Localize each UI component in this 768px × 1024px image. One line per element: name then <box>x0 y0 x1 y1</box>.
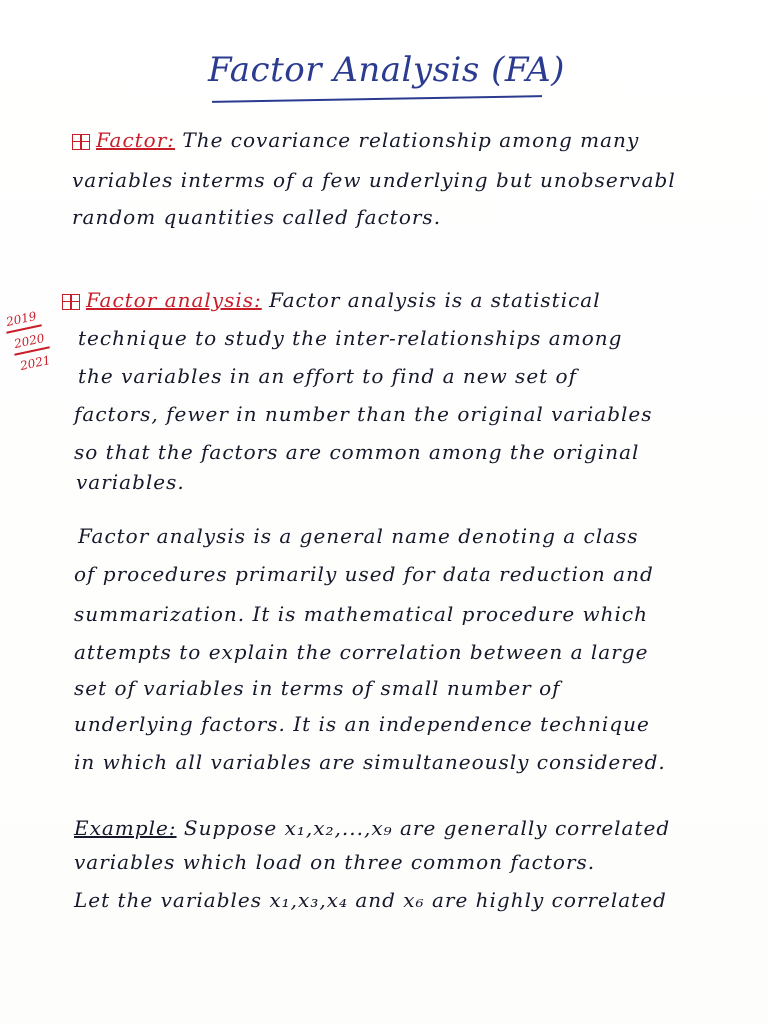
factor-text-line-1: The covariance relationship among many <box>182 128 640 152</box>
fa-text-line-3: the variables in an effort to find a new set of <box>78 364 577 388</box>
example-line-1 <box>74 816 670 840</box>
para-line-6: underlying factors. It is an independence technique <box>74 712 650 736</box>
example-text-2: variables which load on three common factors. <box>74 850 596 874</box>
para-line-2: of procedures primarily used for data reduction and <box>74 562 654 586</box>
year-note-2: 2020 <box>12 330 46 352</box>
fa-text-line-4: factors, fewer in number than the original variables <box>74 402 653 426</box>
bullet-box-icon <box>62 294 80 310</box>
fa-text-line-6: variables. <box>76 470 185 494</box>
factor-label: Factor: <box>96 128 176 152</box>
fa-text-line-5: so that the factors are common among the original <box>74 440 640 464</box>
fa-text-line-1: Factor analysis is a statistical <box>269 288 601 312</box>
example-text-1: Suppose x₁,x₂,...,x₉ are generally correlated <box>183 816 671 840</box>
para-line-4: attempts to explain the correlation between a large <box>74 640 649 664</box>
year-note-3: 2021 <box>18 352 52 374</box>
factor-text-line-3: random quantities called factors. <box>72 205 442 229</box>
year-note-1: 2019 <box>4 308 38 330</box>
para-line-1: Factor analysis is a general name denoting a class <box>78 524 639 548</box>
para-line-7: in which all variables are simultaneously considered. <box>74 750 666 774</box>
fa-text-line-2: technique to study the inter-relationships among <box>78 326 623 350</box>
example-text-3: Let the variables x₁,x₃,x₄ and x₆ are highly correlated <box>74 888 667 912</box>
para-line-5: set of variables in terms of small number of <box>74 676 561 700</box>
page-title: Factor Analysis (FA) <box>208 50 565 90</box>
example-label: Example: <box>74 816 177 840</box>
fa-heading-line <box>62 288 601 312</box>
fa-label: Factor analysis: <box>86 288 262 312</box>
factor-heading-line <box>72 128 639 152</box>
factor-text-line-2: variables interms of a few underlying but unobservabl <box>72 168 676 192</box>
title-underline <box>212 95 542 103</box>
bullet-box-icon <box>72 134 90 150</box>
para-line-3: summarization. It is mathematical procedure which <box>74 602 648 626</box>
